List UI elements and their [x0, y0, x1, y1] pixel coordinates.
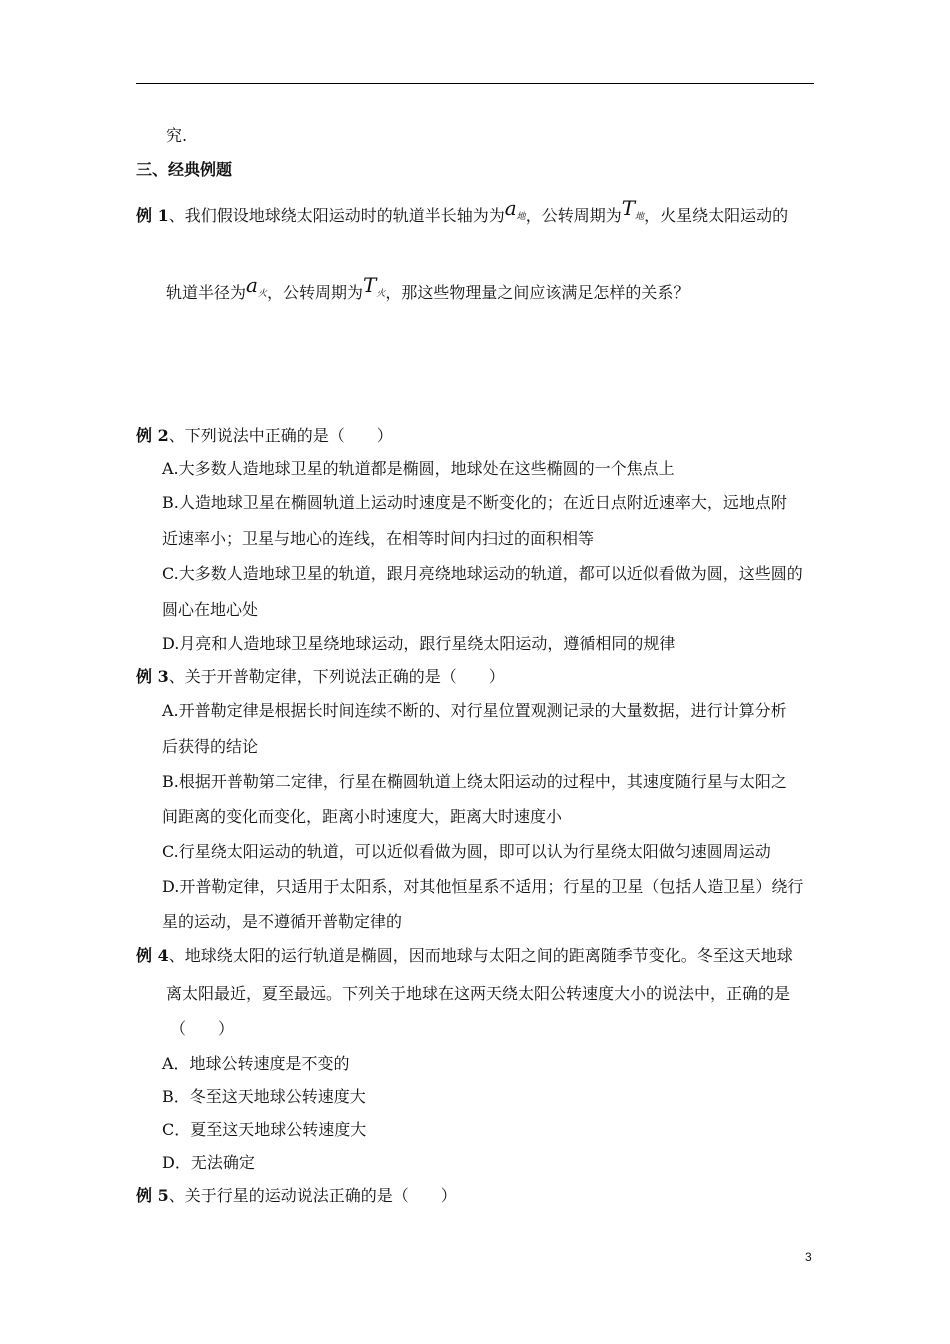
example-text: 、关于行星的运动说法正确的是（ ） — [168, 1186, 457, 1205]
option-line: B.根据开普勒第二定律，行星在椭圆轨道上绕太阳运动的过程中，其速度随行星与太阳之 — [162, 772, 787, 791]
example-text: 、地球绕太阳的运行轨道是椭圆，因而地球与太阳之间的距离随季节变化。冬至这天地球 — [168, 946, 793, 965]
option-line: A．地球公转速度是不变的 — [162, 1054, 350, 1073]
continued-text: 究. — [166, 126, 188, 145]
example-label: 例 1 — [136, 206, 169, 225]
example-text: 、关于开普勒定律，下列说法正确的是（ ） — [168, 667, 505, 686]
example-text: 、下列说法中正确的是（ ） — [168, 426, 393, 445]
option-line: A.开普勒定律是根据长时间连续不断的、对行星位置观测记录的大量数据，进行计算分析 — [162, 701, 787, 720]
example-text: ，那这些物理量之间应该满足怎样的关系？ — [385, 283, 690, 302]
option-line: C.大多数人造地球卫星的轨道，跟月亮绕地球运动的轨道，都可以近似看做为圆，这些圆的 — [162, 564, 803, 583]
section-heading: 三、经典例题 — [136, 160, 233, 179]
math-subscript: 火 — [257, 289, 267, 299]
option-line: A.大多数人造地球卫星的轨道都是椭圆，地球处在这些椭圆的一个焦点上 — [162, 459, 675, 478]
math-symbol: a — [504, 196, 517, 220]
math-symbol: T — [362, 273, 377, 297]
example-2-stem — [136, 425, 393, 447]
example-text: 、我们假设地球绕太阳运动时的轨道半长轴为为 — [168, 206, 505, 225]
option-line: B.人造地球卫星在椭圆轨道上运动时速度是不断变化的；在近日点附近速率大，远地点附 — [162, 493, 787, 512]
example-label: 例 5 — [136, 1186, 169, 1205]
option-line: D.开普勒定律，只适用于太阳系，对其他恒星系不适用；行星的卫星（包括人造卫星）绕行 — [162, 877, 804, 896]
option-line: 后获得的结论 — [162, 737, 259, 756]
option-line: B．冬至这天地球公转速度大 — [162, 1087, 366, 1106]
answer-blank: （ ） — [170, 1019, 235, 1038]
example-text: 轨道半径为 — [166, 283, 247, 302]
math-subscript: 地 — [635, 212, 645, 222]
page-number: 3 — [805, 1250, 812, 1264]
option-line: 间距离的变化而变化，距离小时速度大，距离大时速度小 — [162, 807, 563, 826]
option-line: C.行星绕太阳运动的轨道，可以近似看做为圆，即可以认为行星绕太阳做匀速圆周运动 — [162, 842, 771, 861]
math-symbol: T — [621, 196, 636, 220]
example-4-stem — [136, 945, 793, 967]
header-rule — [136, 83, 814, 84]
math-subscript: 地 — [516, 212, 526, 222]
example-label: 例 4 — [136, 946, 169, 965]
example-label: 例 3 — [136, 667, 169, 686]
example-5-stem — [136, 1185, 457, 1207]
example-4-stem-2: 离太阳最近，夏至最远。下列关于地球在这两天绕太阳公转速度大小的说法中，正确的是 — [166, 984, 791, 1003]
option-line: D.月亮和人造地球卫星绕地球运动，跟行星绕太阳运动，遵循相同的规律 — [162, 634, 676, 653]
example-text: ，公转周期为 — [525, 206, 622, 225]
option-line: 圆心在地心处 — [162, 600, 259, 619]
math-subscript: 火 — [376, 289, 386, 299]
example-1-line-1 — [136, 196, 789, 230]
example-label: 例 2 — [136, 426, 169, 445]
example-3-stem — [136, 666, 505, 688]
option-line: C．夏至这天地球公转速度大 — [162, 1120, 367, 1139]
option-line: D．无法确定 — [162, 1153, 255, 1172]
option-line: 星的运动，是不遵循开普勒定律的 — [162, 912, 403, 931]
option-line: 近速率小；卫星与地心的连线，在相等时间内扫过的面积相等 — [162, 529, 595, 548]
example-1-line-2 — [166, 273, 690, 307]
example-text: ，火星绕太阳运动的 — [644, 206, 789, 225]
math-symbol: a — [246, 273, 258, 297]
example-text: ，公转周期为 — [266, 283, 363, 302]
